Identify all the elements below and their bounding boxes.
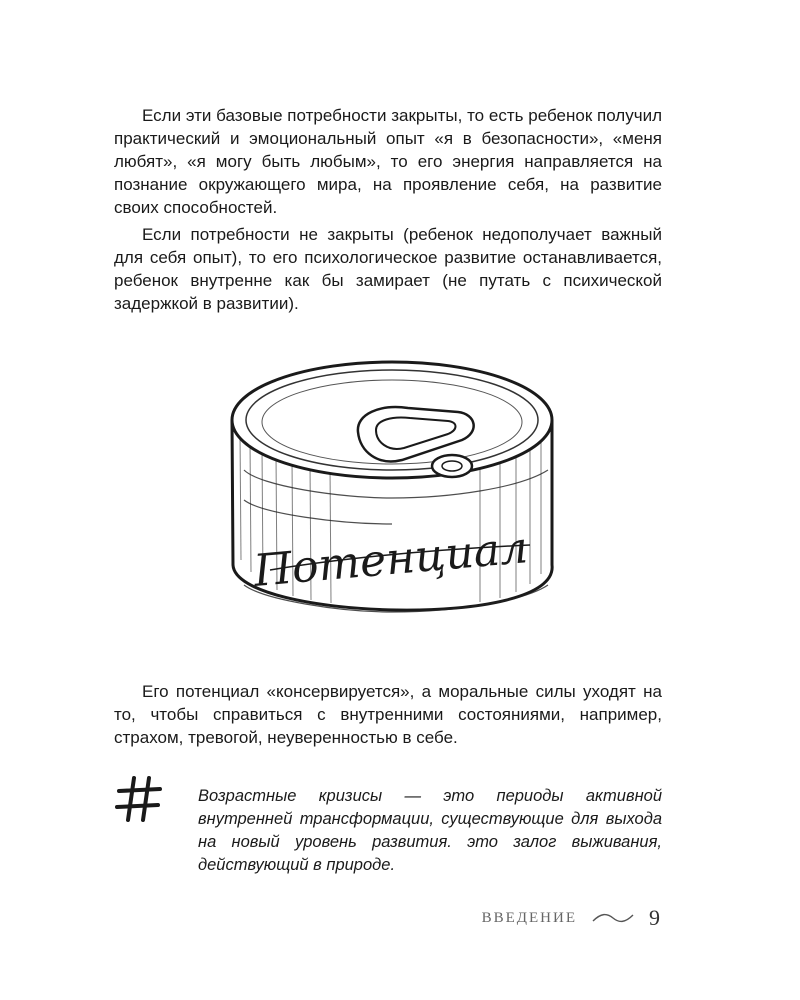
page-number: 9 [649, 905, 660, 930]
hashtag-icon [114, 774, 164, 824]
bottom-text-block [114, 680, 662, 749]
chapter-title: ВВЕДЕНИЕ [481, 909, 577, 926]
swirl-ornament [591, 911, 635, 925]
can-label: Потенциал [251, 522, 530, 597]
paragraph: Его потенциал «консервируется», а моральные силы уходят на то, чтобы справиться с внутренними состояниями, например, страхом, тревогой, неуверенностью в себе. [114, 682, 662, 747]
page-footer [482, 900, 660, 936]
note-text: Возрастные кризисы — это периоды активной внутренней трансформации, существующие для выхода на новый уровень развития. это залог выживания, действующий в природе. [198, 786, 662, 874]
paragraph: Если эти базовые потребности закрыты, то есть ребенок получил практический и эмоциональный опыт «я в безопасности», «меня любят», «я могу быть любым», то его энергия направляется на познание окружающего мира, на проявление себя, на развитие своих способностей. [114, 106, 662, 217]
note-block [114, 768, 662, 893]
paragraph: Если потребности не закрыты (ребенок недополучает важный для себя опыт), то его психологическое развитие останавливается, ребенок внутренне как бы замирает (не путать с психической задержкой в развитии). [114, 225, 662, 313]
